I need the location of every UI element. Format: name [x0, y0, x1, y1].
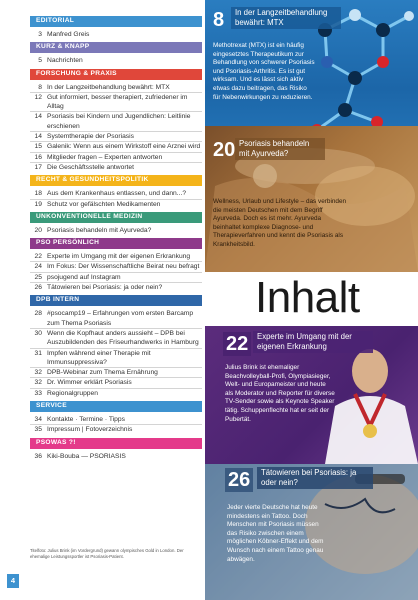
table-of-contents	[30, 16, 202, 464]
toc-entry-title: Psoriasis bei Kindern und Jugendlichen: Leitlinie erschienen	[47, 113, 191, 130]
toc-entry[interactable]	[30, 30, 202, 39]
toc-page-number: 32	[34, 379, 42, 387]
toc-entry-title: Gut informiert, besser therapiert, zufriedener im Alltag	[47, 93, 188, 111]
toc-entry-title: DPB-Webinar zum Thema Ernährung	[47, 369, 158, 377]
toc-page-number: 14	[34, 133, 42, 141]
toc-entry-title: In der Langzeitbehandlung bewährt: MTX	[47, 83, 170, 91]
feature-tattoo-title: Tätowieren bei Psoriasis: ja oder nein?	[257, 467, 373, 489]
toc-entry-title: #psocamp19 – Erfahrungen vom ersten Barcamp zum Thema Psoriasis	[47, 310, 194, 327]
toc-entry-title: Die Geschäftsstelle antwortet	[47, 163, 134, 171]
toc-page-number: 20	[34, 226, 42, 234]
feature-tattoo-page: 26	[225, 468, 253, 492]
section-heading: KURZ & KNAPP	[30, 42, 202, 53]
toc-entry[interactable]	[30, 415, 202, 424]
toc-entry[interactable]	[30, 226, 202, 235]
toc-entry-title: Impressum | Fotoverzeichnis	[47, 426, 133, 434]
feature-brink-text: Julius Brink ist ehemaliger Beachvolleyball-Profi, Olympiasieger, Welt- und Europameister und heute als Moderator und Reporter für diverse TV-Sender sowie als Keynote Speaker tätig. Schuppenflechte hat er seit der Pubertät.	[225, 364, 335, 423]
toc-entry[interactable]	[30, 92, 202, 112]
section-items	[30, 53, 202, 68]
feature-mtx-text: Methotrexat (MTX) ist ein häufig eingesetztes Therapeutikum zur Behandlung von schwerer Psoriasis und Psoriasis-Arthritis. Es ist gut wirksam. Und es lässt sich aktiv etwas dazu beitragen, das Risiko für Nebenwirkungen zu reduzieren.	[213, 42, 315, 101]
toc-entry[interactable]	[30, 328, 202, 348]
section-heading: PSOWAS ?!	[30, 438, 202, 449]
section-heading: EDITORIAL	[30, 16, 202, 27]
toc-entry[interactable]	[30, 367, 202, 377]
toc-entry-title: Aus dem Krankenhaus entlassen, und dann...?	[47, 190, 187, 198]
toc-entry[interactable]	[30, 452, 202, 461]
feature-tattoo-panel[interactable]	[205, 464, 418, 600]
toc-entry[interactable]	[30, 111, 202, 131]
toc-page-number: 18	[34, 190, 42, 198]
toc-page-number: 19	[34, 200, 42, 208]
toc-page-number: 25	[34, 273, 42, 281]
section-items	[30, 412, 202, 438]
toc-entry-title: Regionalgruppen	[47, 389, 98, 397]
toc-entry[interactable]	[30, 282, 202, 292]
section-items	[30, 223, 202, 238]
page-title: Inhalt	[255, 273, 360, 322]
toc-page-number: 33	[34, 389, 42, 397]
toc-page-number: 15	[34, 143, 42, 151]
feature-brink-page: 22	[223, 332, 251, 356]
feature-tattoo-text: Jeder vierte Deutsche hat heute mindestens ein Tattoo. Doch Menschen mit Psoriasis müssen das Risiko zwischen einem möglichen Köbner-Effekt und dem Wunsch nach einem Tattoo genau abwägen.	[227, 504, 324, 563]
toc-entry-title: Tätowieren bei Psoriasis: ja oder nein?	[47, 284, 163, 292]
toc-entry[interactable]	[30, 309, 202, 328]
toc-page-number: 16	[34, 153, 42, 161]
toc-entry[interactable]	[30, 141, 202, 151]
toc-entry[interactable]	[30, 189, 202, 198]
toc-page-number: 17	[34, 163, 42, 171]
toc-page-number: 22	[34, 253, 42, 261]
toc-page-number: 34	[34, 416, 42, 424]
page-number: 4	[7, 574, 19, 588]
section-heading: DPB INTERN	[30, 295, 202, 306]
toc-page-number: 31	[34, 349, 42, 357]
toc-entry[interactable]	[30, 272, 202, 282]
feature-ayurveda-title: Psoriasis behandeln mit Ayurveda?	[235, 138, 325, 160]
toc-entry[interactable]	[30, 424, 202, 434]
toc-entry-title: Kontakte · Termine · Tipps	[47, 416, 125, 424]
toc-page-number: 36	[34, 452, 42, 460]
cover-photo-caption: Titelfoto: Julius Brink (im Vordergrund) gewann olympisches Gold in London. Der ehemalige Leistungssportler ist Psoriasis-Patient.	[30, 548, 184, 560]
toc-entry-title: Nachrichten	[47, 57, 83, 65]
toc-entry-title: Mitglieder fragen – Experten antworten	[47, 153, 163, 161]
toc-page-number: 3	[38, 31, 42, 38]
toc-entry-title: Galenik: Wenn aus einem Wirkstoff eine Arznei wird	[47, 143, 201, 151]
toc-entry-title: Im Fokus: Der Wissenschaftliche Beirat neu befragt	[47, 263, 200, 271]
toc-page-number: 28	[34, 310, 42, 318]
toc-entry[interactable]	[30, 83, 202, 92]
toc-entry[interactable]	[30, 252, 202, 261]
toc-entry-title: Manfred Greis	[47, 31, 90, 38]
section-items	[30, 306, 202, 401]
feature-ayurveda-text: Wellness, Urlaub und Lifestyle – das verbinden die meisten Deutschen mit dem Begriff Ayurveda. Doch es ist mehr. Ayurveda beinhaltet komplexe Diagnose- und Therapieverfahren und kennt die Psoriasis als Krankheitsbild.	[213, 198, 347, 248]
toc-entry[interactable]	[30, 261, 202, 271]
toc-page-number: 26	[34, 284, 42, 292]
toc-page-number: 30	[34, 329, 42, 337]
toc-entry-title: Wenn die Kopfhaut anders aussieht – DPB bei Auszubildenden des Friseurhandwerks in Hamburg	[47, 329, 199, 347]
section-heading: SERVICE	[30, 401, 202, 412]
toc-page-number: 8	[38, 83, 42, 91]
toc-page-number: 32	[34, 369, 42, 377]
toc-entry-title: Psoriasis behandeln mit Ayurveda?	[47, 226, 152, 234]
section-heading: FORSCHUNG & PRAXIS	[30, 69, 202, 80]
section-heading: RECHT & GESUNDHEITSPOLITIK	[30, 175, 202, 186]
toc-page-number: 12	[34, 93, 42, 101]
section-items	[30, 249, 202, 295]
toc-entry[interactable]	[30, 377, 202, 387]
section-heading: UNKONVENTIONELLE MEDIZIN	[30, 212, 202, 223]
feature-brink-title: Experte im Umgang mit der eigenen Erkrankung	[253, 331, 373, 353]
toc-entry-title: Impfen während einer Therapie mit Immunsuppressiva?	[47, 349, 151, 366]
feature-brink-panel[interactable]	[205, 326, 418, 464]
toc-entry[interactable]	[30, 131, 202, 141]
toc-entry[interactable]	[30, 348, 202, 368]
toc-entry[interactable]	[30, 152, 202, 162]
toc-entry-title: psojugend auf Instagram	[47, 273, 121, 281]
feature-ayurveda-page: 20	[213, 139, 236, 161]
section-items	[30, 80, 202, 176]
feature-mtx-title: In der Langzeitbehandlung bewährt: MTX	[231, 7, 341, 29]
feature-mtx-page: 8	[213, 9, 225, 31]
toc-page-number: 24	[34, 263, 42, 271]
toc-entry[interactable]	[30, 162, 202, 172]
toc-entry-title: Schutz vor gefälschten Medikamenten	[47, 200, 161, 208]
toc-entry[interactable]	[30, 56, 202, 65]
toc-entry-title: Kiki-Bouba — PSORIASIS	[47, 452, 126, 460]
toc-page-number: 35	[34, 426, 42, 434]
toc-entry-title: Dr. Wimmer erklärt Psoriasis	[47, 379, 132, 387]
toc-entry-title: Experte im Umgang mit der eigenen Erkrankung	[47, 253, 191, 261]
section-heading: PSO PERSÖNLICH	[30, 238, 202, 249]
toc-entry[interactable]	[30, 199, 202, 209]
toc-entry-title: Systemtherapie der Psoriasis	[47, 133, 134, 141]
section-items	[30, 186, 202, 212]
toc-page-number: 5	[38, 57, 42, 65]
toc-entry[interactable]	[30, 388, 202, 398]
feature-ayurveda-panel[interactable]	[205, 126, 418, 272]
toc-page-number: 14	[34, 113, 42, 121]
section-items	[30, 27, 202, 42]
section-items	[30, 449, 202, 464]
